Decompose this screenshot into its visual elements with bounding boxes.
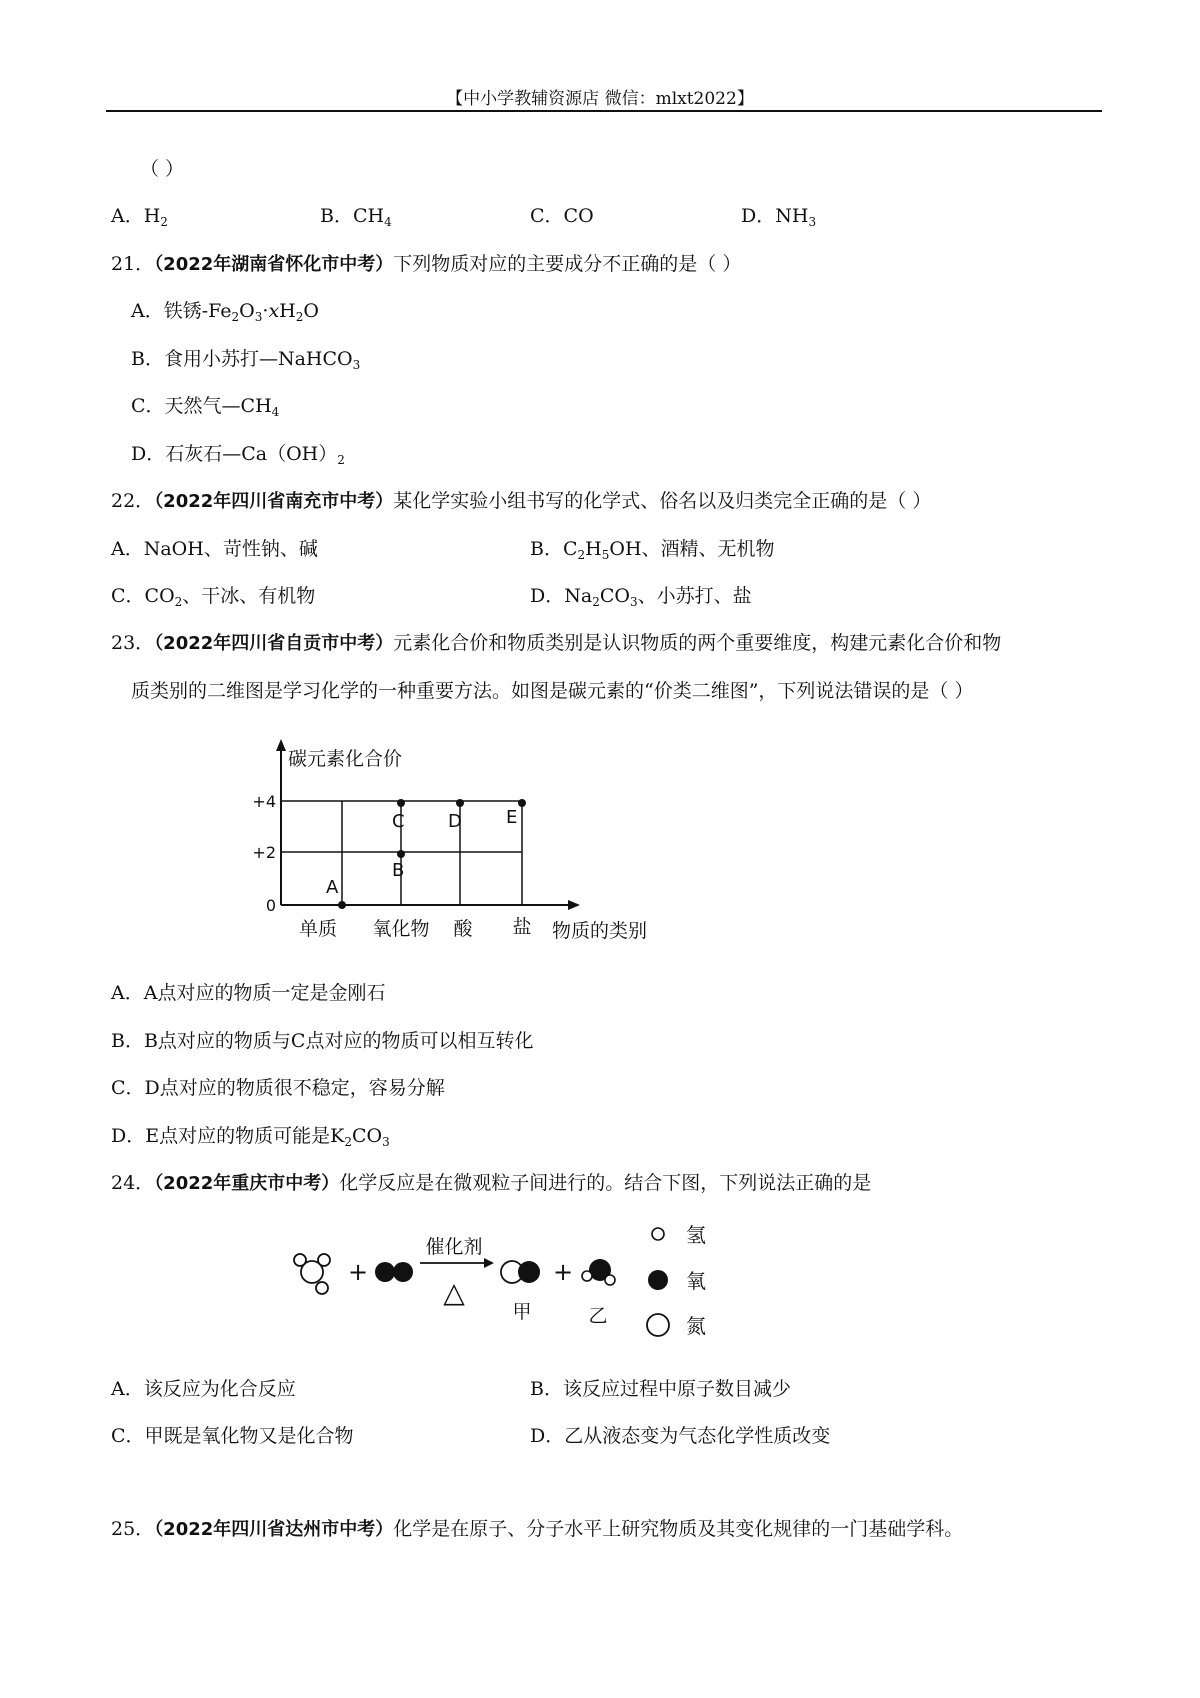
plus-sign-2: +: [553, 1258, 574, 1286]
q22-option-c: C．$CO_2$、干冰、有机物: [111, 585, 316, 609]
product-no-molecule: [501, 1261, 540, 1283]
q23-option-d: D．E点对应的物质可能是$K_2CO_3$: [111, 1125, 390, 1149]
q24-option-a: A．该反应为化合反应: [111, 1378, 296, 1400]
q21-option-a: A．铁锈$-Fe_2O_3\cdot xH_2O$: [131, 300, 319, 324]
q24-option-c: C．甲既是氧化物又是化合物: [111, 1425, 354, 1447]
ammonia-molecule: [294, 1254, 330, 1294]
x-category-salt: 盐: [512, 916, 532, 938]
q22-option-d: D．$Na_2CO_3$、小苏打、盐: [530, 585, 752, 609]
q25-stem: 25．（2022年四川省达州市中考）化学是在原子、分子水平上研究物质及其变化规律的一门基础学科。: [111, 1518, 964, 1540]
y-tick-plus2: +2: [252, 843, 276, 862]
legend-oxygen-icon: [648, 1270, 668, 1290]
x-category-acid: 酸: [453, 918, 473, 940]
page-header: 【中小学教辅资源店 微信：mlxt2022】: [446, 89, 754, 109]
y-tick-zero: 0: [265, 896, 276, 915]
plus-sign-1: +: [348, 1258, 369, 1286]
reaction-arrowhead: [484, 1258, 494, 1268]
q21-option-c: C．天然气$—CH_4$: [131, 395, 280, 419]
chart-point-label-a: A: [326, 877, 339, 898]
x-category-oxide: 氧化物: [372, 918, 430, 940]
q20-option-a: A．$H_2$: [111, 205, 168, 229]
q20-option-c: C．CO: [530, 205, 594, 227]
y-tick-plus4: +4: [252, 792, 276, 811]
product-label-yi: 乙: [588, 1305, 608, 1327]
header-rule: [106, 110, 1102, 112]
x-category-elemental: 单质: [298, 918, 338, 940]
x-axis-arrow: [568, 900, 580, 910]
q23-option-b: B．B点对应的物质与C点对应的物质可以相互转化: [111, 1030, 534, 1052]
catalyst-label: 催化剂: [425, 1236, 483, 1258]
reaction-diagram: [290, 1220, 730, 1350]
q24-option-b: B．该反应过程中原子数目减少: [530, 1378, 791, 1400]
q22-option-a: A．NaOH、苛性钠、碱: [111, 538, 318, 560]
chart-point-c: [397, 799, 405, 807]
q20-option-d: D．$NH_3$: [741, 205, 817, 229]
chart-point-a: [338, 901, 346, 909]
q20-answer-paren: （ ）: [140, 158, 185, 180]
legend-oxygen-label: 氧: [686, 1269, 706, 1293]
q22-option-b: B．$C_2H_5OH$、酒精、无机物: [530, 538, 775, 562]
chart-point-label-c: C: [392, 811, 405, 832]
q20-option-b: B．$CH_4$: [320, 205, 392, 229]
water-molecule: [582, 1259, 615, 1285]
legend-hydrogen-label: 氢: [686, 1223, 706, 1247]
q23-stem: 23．（2022年四川省自贡市中考）元素化合价和物质类别是认识物质的两个重要维度，构建元素化合价和物: [111, 632, 1002, 654]
legend-hydrogen-icon: [652, 1228, 664, 1240]
chart-point-label-b: B: [392, 860, 405, 881]
x-axis-label: 物质的类别: [552, 920, 648, 942]
q23-option-a: A．A点对应的物质一定是金刚石: [111, 982, 386, 1004]
chart-point-label-e: E: [506, 807, 518, 828]
q23-stem-continued: 质类别的二维图是学习化学的一种重要方法。如图是碳元素的“价类二维图”，下列说法错误的是（ ）: [131, 680, 974, 702]
chart-point-label-d: D: [448, 811, 462, 832]
q21-stem: 21．（2022年湖南省怀化市中考）下列物质对应的主要成分不正确的是（ ）: [111, 253, 742, 275]
heat-symbol: △: [443, 1276, 465, 1309]
oxygen-molecule: [375, 1262, 413, 1282]
chart-points: [326, 799, 526, 909]
product-label-jia: 甲: [512, 1301, 532, 1323]
chart-point-b: [397, 850, 405, 858]
y-axis-arrow: [276, 739, 286, 751]
q24-stem: 24．（2022年重庆市中考）化学反应是在微观粒子间进行的。结合下图，下列说法正确的是: [111, 1172, 872, 1194]
q22-stem: 22．（2022年四川省南充市中考）某化学实验小组书写的化学式、俗名以及归类完全正确的是（ ）: [111, 490, 932, 512]
chart-axes: [281, 747, 570, 905]
valence-class-chart: [250, 735, 680, 945]
q24-option-d: D．乙从液态变为气态化学性质改变: [530, 1425, 831, 1447]
y-axis-label: 碳元素化合价: [288, 748, 403, 770]
chart-point-e: [518, 799, 526, 807]
q21-option-b: B．食用小苏打—NaHCO$_3$: [131, 348, 361, 372]
chart-point-d: [456, 799, 464, 807]
q23-option-c: C．D点对应的物质很不稳定，容易分解: [111, 1077, 445, 1099]
legend-nitrogen-icon: [647, 1314, 669, 1336]
q21-option-d: D．石灰石$—Ca(OH)_2$: [131, 443, 345, 467]
legend-nitrogen-label: 氮: [686, 1314, 706, 1338]
